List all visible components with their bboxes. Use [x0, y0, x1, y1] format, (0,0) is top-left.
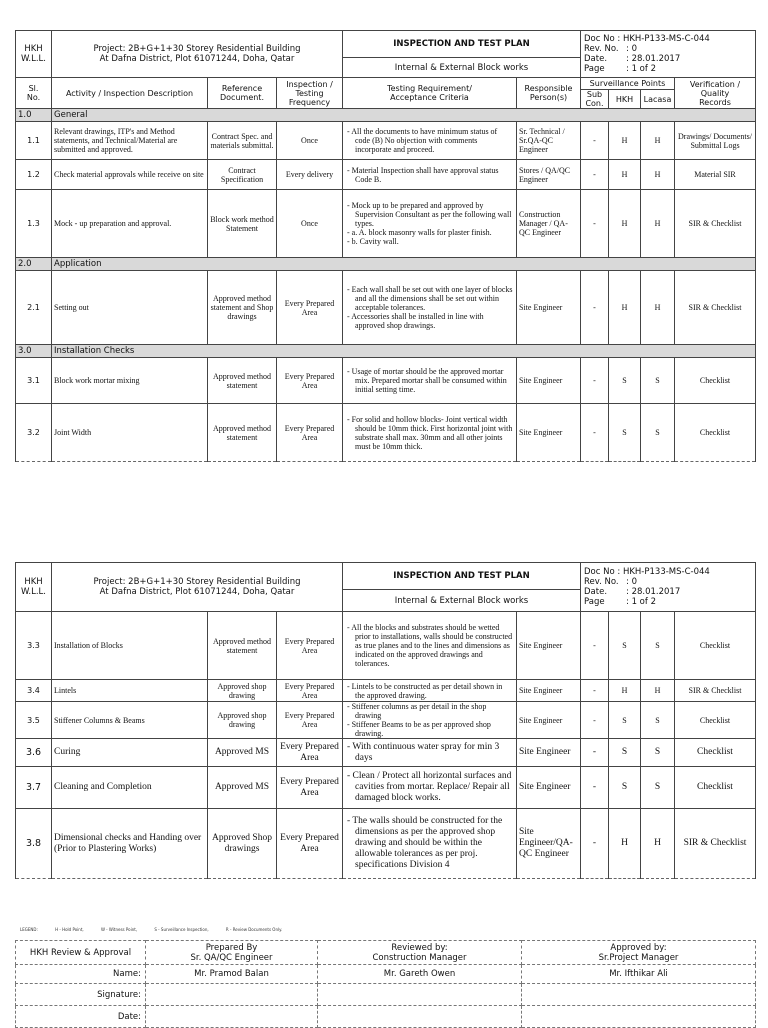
page-number: Page : 1 of 2	[584, 597, 656, 607]
document-meta	[581, 563, 756, 612]
doc-number: Doc No : HKH-P133-MS-C-044	[584, 34, 710, 44]
row-lacasa: S	[641, 612, 675, 680]
row-reference: Block work method Statement	[208, 190, 277, 258]
row-sub-con: -	[581, 271, 609, 345]
section-row	[16, 258, 756, 271]
row-requirement	[343, 739, 517, 767]
col-frequency: Inspection / Testing Frequency	[277, 78, 343, 109]
prepared-name: Mr. Pramod Balan	[146, 965, 318, 984]
name-label: Name:	[16, 965, 146, 984]
row-records: Checklist	[675, 767, 756, 809]
col-reference: Reference Document.	[208, 78, 277, 109]
requirement-item: - Accessories shall be installed in line with approved shop drawings.	[355, 312, 514, 330]
row-records: Drawings/ Documents/ Submittal Logs	[675, 122, 756, 160]
requirement-item: - Mock up to be prepared and approved by Supervision Consultant as per the following wall types.	[355, 201, 514, 228]
row-activity: Stiffener Columns & Beams	[52, 702, 208, 739]
project-line-1: Project: 2B+G+1+30 Storey Residential Building	[93, 577, 301, 587]
row-reference: Approved method statement	[208, 358, 277, 404]
table-row	[16, 160, 756, 190]
row-lacasa: S	[641, 404, 675, 462]
row-requirement	[343, 612, 517, 680]
row-requirement	[343, 160, 517, 190]
row-hkh: H	[609, 271, 641, 345]
row-hkh: S	[609, 612, 641, 680]
requirement-item: - For solid and hollow blocks- Joint vertical width should be 10mm thick. First horizontal joint with substrate shall max. 30mm and all other joints must be 10mm thick.	[355, 415, 514, 451]
table-row	[16, 680, 756, 702]
table-row	[16, 739, 756, 767]
row-reference: Approved shop drawing	[208, 702, 277, 739]
row-reference: Approved MS	[208, 739, 277, 767]
table-row	[16, 809, 756, 879]
row-responsible: Site Engineer	[517, 404, 581, 462]
row-sub-con: -	[581, 404, 609, 462]
row-responsible: Site Engineer	[517, 702, 581, 739]
row-lacasa: H	[641, 122, 675, 160]
row-responsible: Site Engineer/QA-QC Engineer	[517, 809, 581, 879]
row-responsible: Construction Manager / QA-QC Engineer	[517, 190, 581, 258]
row-sub-con: -	[581, 767, 609, 809]
reviewed-name: Mr. Gareth Owen	[318, 965, 522, 984]
row-lacasa: H	[641, 271, 675, 345]
row-requirement	[343, 271, 517, 345]
table-row	[16, 122, 756, 160]
col-hkh: HKH	[609, 90, 641, 109]
requirement-item: - Clean / Protect all horizontal surfaces and cavities from mortar. Replace/ Repair all damaged block works.	[355, 771, 514, 804]
requirement-item: - b. Cavity wall.	[355, 237, 514, 246]
row-number: 3.8	[16, 809, 52, 879]
row-responsible: Site Engineer	[517, 767, 581, 809]
row-responsible: Site Engineer	[517, 739, 581, 767]
approved-signature	[522, 984, 756, 1006]
row-responsible: Stores / QA/QC Engineer	[517, 160, 581, 190]
company-name: HKH W.L.L.	[16, 563, 52, 612]
section-title: General	[52, 109, 756, 122]
row-responsible: Site Engineer	[517, 612, 581, 680]
reviewed-by-header: Reviewed by: Construction Manager	[318, 941, 522, 965]
row-number: 3.6	[16, 739, 52, 767]
row-activity: Dimensional checks and Handing over (Prior to Plastering Works)	[52, 809, 208, 879]
table-row	[16, 702, 756, 739]
row-number: 3.7	[16, 767, 52, 809]
company-name: HKH W.L.L.	[16, 31, 52, 78]
table-row	[16, 358, 756, 404]
row-lacasa: S	[641, 739, 675, 767]
prepared-by-header: Prepared By Sr. QA/QC Engineer	[146, 941, 318, 965]
legend	[20, 927, 298, 932]
row-records: Checklist	[675, 358, 756, 404]
row-frequency: Every Prepared Area	[277, 702, 343, 739]
row-frequency: Every Prepared Area	[277, 404, 343, 462]
row-hkh: S	[609, 404, 641, 462]
document-meta	[581, 31, 756, 78]
legend-hold: H - Hold Point,	[55, 927, 84, 932]
row-frequency: Every delivery	[277, 160, 343, 190]
row-responsible: Site Engineer	[517, 271, 581, 345]
row-hkh: H	[609, 122, 641, 160]
row-requirement	[343, 680, 517, 702]
itp-table-page-2	[15, 562, 756, 879]
rev-number: Rev. No. : 0	[584, 44, 637, 54]
row-frequency: Once	[277, 122, 343, 160]
col-verification: Verification / Quality Records	[675, 78, 756, 109]
row-sub-con: -	[581, 358, 609, 404]
row-activity: Setting out	[52, 271, 208, 345]
requirement-item: - a. A. block masonry walls for plaster finish.	[355, 228, 514, 237]
requirement-item: - All the documents to have minimum status of code (B) No objection with comments incorporate and proceed.	[355, 127, 514, 154]
requirement-item: - All the blocks and substrates should be wetted prior to installations, walls should be constructed as true planes and to the lines and dimensions as indicated on the approved drawings and tolerances.	[355, 623, 514, 668]
row-reference: Approved method statement	[208, 612, 277, 680]
row-lacasa: S	[641, 702, 675, 739]
col-surveillance: Surveillance Points	[581, 78, 675, 90]
row-sub-con: -	[581, 122, 609, 160]
section-row	[16, 109, 756, 122]
table-row	[16, 190, 756, 258]
row-activity: Curing	[52, 739, 208, 767]
row-number: 3.5	[16, 702, 52, 739]
row-activity: Relevant drawings, ITP's and Method statements, and Technical/Material are submitted and approved.	[52, 122, 208, 160]
document-subtitle: Internal & External Block works	[343, 590, 581, 612]
row-activity: Lintels	[52, 680, 208, 702]
row-hkh: H	[609, 809, 641, 879]
row-hkh: H	[609, 190, 641, 258]
row-sub-con: -	[581, 809, 609, 879]
row-number: 3.4	[16, 680, 52, 702]
section-title: Application	[52, 258, 756, 271]
approval-heading: HKH Review & Approval	[16, 941, 146, 965]
project-info	[52, 31, 343, 78]
requirement-item: - Usage of mortar should be the approved mortar mix. Prepared mortar shall be consumed within initial setting time.	[355, 367, 514, 394]
approved-date	[522, 1006, 756, 1028]
row-frequency: Every Prepared Area	[277, 680, 343, 702]
section-number: 3.0	[16, 345, 52, 358]
row-lacasa: H	[641, 680, 675, 702]
col-lacasa: Lacasa	[641, 90, 675, 109]
row-records: Material SIR	[675, 160, 756, 190]
legend-review: R - Review Documents Only.	[225, 927, 283, 932]
row-number: 3.2	[16, 404, 52, 462]
project-info	[52, 563, 343, 612]
col-sub-con: Sub Con.	[581, 90, 609, 109]
row-reference: Approved MS	[208, 767, 277, 809]
row-reference: Approved shop drawing	[208, 680, 277, 702]
requirement-item: - Lintels to be constructed as per detail shown in the approved drawing.	[355, 682, 514, 700]
row-frequency: Every Prepared Area	[277, 271, 343, 345]
document-title: INSPECTION AND TEST PLAN	[343, 563, 581, 590]
row-lacasa: S	[641, 767, 675, 809]
table-row	[16, 271, 756, 345]
row-sub-con: -	[581, 190, 609, 258]
row-sub-con: -	[581, 680, 609, 702]
document-subtitle: Internal & External Block works	[343, 58, 581, 78]
prepared-date	[146, 1006, 318, 1028]
row-requirement	[343, 358, 517, 404]
project-line-2: At Dafna District, Plot 61071244, Doha, Qatar	[99, 587, 295, 597]
document-title: INSPECTION AND TEST PLAN	[343, 31, 581, 58]
row-sub-con: -	[581, 160, 609, 190]
doc-date: Date. : 28.01.2017	[584, 587, 681, 597]
approval-block	[15, 940, 756, 1028]
row-hkh: S	[609, 739, 641, 767]
row-hkh: S	[609, 767, 641, 809]
reviewed-signature	[318, 984, 522, 1006]
signature-label: Signature:	[16, 984, 146, 1006]
row-activity: Block work mortar mixing	[52, 358, 208, 404]
requirement-item: - Stiffener Beams to be as per approved shop drawing.	[355, 720, 514, 738]
row-reference: Contract Spec. and materials submittal.	[208, 122, 277, 160]
row-records: Checklist	[675, 612, 756, 680]
row-sub-con: -	[581, 739, 609, 767]
row-number: 1.2	[16, 160, 52, 190]
row-number: 3.3	[16, 612, 52, 680]
col-responsible: Responsible Person(s)	[517, 78, 581, 109]
itp-table-page-1	[15, 30, 756, 462]
project-line-2: At Dafna District, Plot 61071244, Doha, Qatar	[99, 54, 295, 64]
row-number: 1.1	[16, 122, 52, 160]
row-lacasa: H	[641, 809, 675, 879]
legend-surveillance: S - Surveillance Inspection,	[154, 927, 209, 932]
requirement-item: - Material Inspection shall have approval status Code B.	[355, 166, 514, 184]
row-activity: Joint Width	[52, 404, 208, 462]
section-title: Installation Checks	[52, 345, 756, 358]
legend-label: LEGEND:	[20, 927, 38, 932]
row-activity: Mock - up preparation and approval.	[52, 190, 208, 258]
requirement-item: - With continuous water spray for min 3 days	[355, 742, 514, 764]
page-number: Page : 1 of 2	[584, 64, 656, 74]
row-number: 3.1	[16, 358, 52, 404]
approved-by-header: Approved by: Sr.Project Manager	[522, 941, 756, 965]
row-sub-con: -	[581, 612, 609, 680]
requirement-item: - The walls should be constructed for the dimensions as per the approved shop drawing and should be within the allowable tolerances as per proj. specifications Division 4	[355, 816, 514, 871]
row-records: SIR & Checklist	[675, 809, 756, 879]
row-reference: Approved method statement and Shop drawings	[208, 271, 277, 345]
row-lacasa: S	[641, 358, 675, 404]
row-responsible: Site Engineer	[517, 680, 581, 702]
row-requirement	[343, 702, 517, 739]
row-records: Checklist	[675, 739, 756, 767]
col-requirement: Testing Requirement/ Acceptance Criteria	[343, 78, 517, 109]
row-hkh: S	[609, 358, 641, 404]
row-frequency: Every Prepared Area	[277, 809, 343, 879]
section-number: 2.0	[16, 258, 52, 271]
table-row	[16, 767, 756, 809]
row-requirement	[343, 809, 517, 879]
section-number: 1.0	[16, 109, 52, 122]
row-requirement	[343, 404, 517, 462]
row-requirement	[343, 767, 517, 809]
row-number: 1.3	[16, 190, 52, 258]
project-line-1: Project: 2B+G+1+30 Storey Residential Building	[93, 44, 301, 54]
row-reference: Contract Specification	[208, 160, 277, 190]
prepared-signature	[146, 984, 318, 1006]
row-records: Checklist	[675, 404, 756, 462]
section-row	[16, 345, 756, 358]
row-number: 2.1	[16, 271, 52, 345]
row-records: SIR & Checklist	[675, 680, 756, 702]
row-frequency: Once	[277, 190, 343, 258]
row-lacasa: H	[641, 190, 675, 258]
row-frequency: Every Prepared Area	[277, 739, 343, 767]
doc-number: Doc No : HKH-P133-MS-C-044	[584, 567, 710, 577]
row-records: SIR & Checklist	[675, 190, 756, 258]
row-records: SIR & Checklist	[675, 271, 756, 345]
reviewed-date	[318, 1006, 522, 1028]
table-row	[16, 612, 756, 680]
row-reference: Approved Shop drawings	[208, 809, 277, 879]
row-responsible: Site Engineer	[517, 358, 581, 404]
row-requirement	[343, 122, 517, 160]
table-row	[16, 404, 756, 462]
row-frequency: Every Prepared Area	[277, 358, 343, 404]
row-records: Checklist	[675, 702, 756, 739]
rev-number: Rev. No. : 0	[584, 577, 637, 587]
requirement-item: - Each wall shall be set out with one layer of blocks and all the dimensions shall be set out within acceptable tolerances.	[355, 285, 514, 312]
row-responsible: Sr. Technical / Sr.QA-QC Engineer	[517, 122, 581, 160]
row-hkh: H	[609, 680, 641, 702]
row-lacasa: H	[641, 160, 675, 190]
row-activity: Installation of Blocks	[52, 612, 208, 680]
row-reference: Approved method statement	[208, 404, 277, 462]
row-frequency: Every Prepared Area	[277, 767, 343, 809]
requirement-item: - Stiffener columns as per detail in the shop drawing	[355, 702, 514, 720]
row-sub-con: -	[581, 702, 609, 739]
legend-witness: W - Witness Point,	[100, 927, 138, 932]
row-activity: Cleaning and Completion	[52, 767, 208, 809]
row-frequency: Every Prepared Area	[277, 612, 343, 680]
row-activity: Check material approvals while receive on site	[52, 160, 208, 190]
row-requirement	[343, 190, 517, 258]
row-hkh: H	[609, 160, 641, 190]
doc-date: Date. : 28.01.2017	[584, 54, 681, 64]
date-label: Date:	[16, 1006, 146, 1028]
col-activity: Activity / Inspection Description	[52, 78, 208, 109]
col-sl-no: Sl. No.	[16, 78, 52, 109]
row-hkh: S	[609, 702, 641, 739]
approved-name: Mr. Ifthikar Ali	[522, 965, 756, 984]
